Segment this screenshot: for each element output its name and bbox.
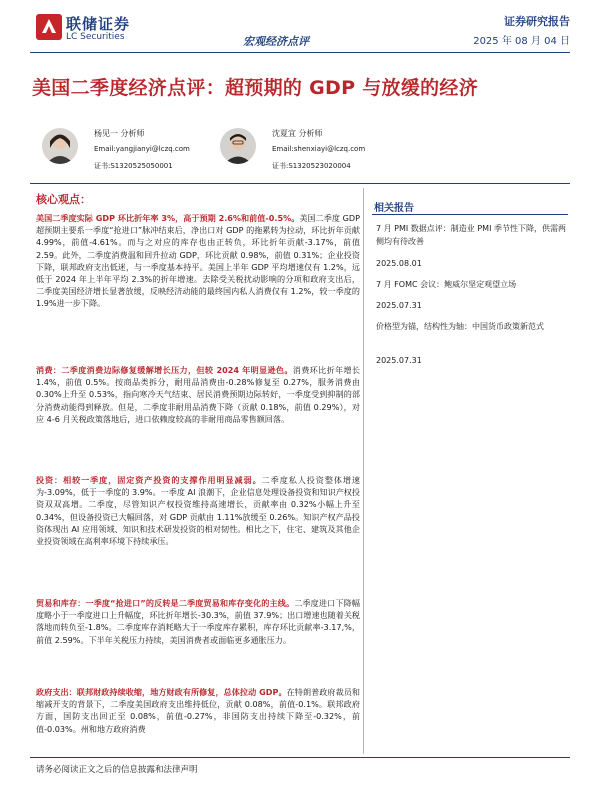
legal-disclaimer: 请务必阅读正文之后的信息披露和法律声明 [36,765,198,775]
analyst-2-cert: 证书:S1320523020004 [272,162,351,170]
paragraph-lead: 贸易和库存：一季度“抢进口”的反转是二季度贸易和库存变化的主线。 [36,598,295,608]
related-report-date: 2025.07.31 [376,356,422,365]
related-report-date: 2025.08.01 [376,259,422,268]
brand-name-en: LC Securities [66,32,125,42]
paragraph-lead: 投资：相较一季度，固定资产投资的支撑作用明显减弱。 [36,475,262,485]
paragraph-body: 消费环比折年增长 1.4%，前值 0.5%。按商品类拆分，耐用品消费由-0.28%修复至 0.27%，服务消费由 0.30%上升至 0.53%，指向寒冷天气结束、居民消费预期边际转好，一季度受到抑制的部分消费动能得到释放。但是，二季度非耐用品消费下降（贡献 0.18%，前值 0.29%），对应 4-6 月关税政策落地后，进口依赖度较高的非耐用商品零售额回落。 [36,365,360,424]
report-type: 证券研究报告 [504,15,570,28]
page-title: 美国二季度经济点评：超预期的 GDP 与放缓的经济 [32,77,479,99]
paragraph-body: 美国二季度 GDP 超预期主要系一季度“抢进口”脉冲结束后，净出口对 GDP 的拖累转为拉动，环比折年贡献 4.99%，前值-4.61%。而与之对应的库存也由正转负，环比折年贡献-3.17%，前值 2.59。此外，二季度消费温和回升拉动 GDP，环比贡献 0.98%，前值 0.31%；企业投资下降，联邦政府支出低迷，与一季度基本持平。美国上半年 GDP 平均增速仅有 1.2%，远低于 2024 年上半年平均 2.3%的折年增速。去除受关税扰动影响的分项和政府支出后，二季度美国经济增长显著放缓，反映经济动能的最终国内私人消费仅有 1.2%，较一季度的 1.9%进一步下降。 [36,213,360,309]
paragraph-trade-inventory [36,597,360,646]
analyst-1-name: 杨见一 分析师 [94,129,145,138]
paragraph-government [36,686,360,735]
paragraph-body: 二季度私人投资整体增速为-3.09%，低于一季度的 3.9%。一季度 AI 浪潮下，企业信息处理设备投资和知识产权投资双双高增。二季度，尽管知识产权投资维持高速增长，贡献率由 0.32%小幅上升至 0.34%，但设备投资已大幅回落，对 GDP 贡献由 1.11%放缓至 0.26%。知识产权产品投资体现出 AI 应用领域、知识和技术研发投资的相对韧性。相比之下，住宅、建筑及其他企业投资领域在高利率环境下持续承压。 [36,475,360,547]
footer-divider [30,757,570,758]
report-category: 宏观经济点评 [243,35,309,48]
analyst-2-email[interactable]: Email:shenxiayi@lczq.com [272,145,366,153]
analysts-divider [30,183,570,184]
analyst-1-cert: 证书:S1320525050001 [94,162,173,170]
header-divider [30,52,570,53]
paragraph-lead: 政府支出：联邦财政持续收缩，地方财政有所修复，总体拉动 GDP。 [36,687,287,697]
paragraph-investment [36,474,360,547]
paragraph-lead: 消费：二季度消费边际修复缓解增长压力，但较 2024 年明显逊色。 [36,365,293,375]
paragraph-consumption [36,364,360,425]
related-report-link[interactable]: 7 月 PMI 数据点评：制造业 PMI 季节性下降，供需两侧均有待改善 [376,224,566,246]
analyst-2-avatar [220,128,256,164]
related-reports-heading: 相关报告 [374,203,414,214]
analyst-2-name: 沈夏宜 分析师 [272,129,323,138]
column-divider [363,188,364,754]
brand-name-cn: 联储证券 [66,15,131,33]
paragraph-lead: 美国二季度实际 GDP 环比折年率 3%，高于预期 2.6%和前值-0.5%。 [36,213,300,223]
related-report-date: 2025.07.31 [376,301,422,310]
analyst-1-email[interactable]: Email:yangjianyi@lczq.com [94,145,190,153]
paragraph-body: 在特朗普政府裁员和缩减开支的背景下，二季度美国政府支出维持低位，贡献 0.08%，前值-0.1%。联邦政府方面，国防支出回正至 0.08%，前值-0.27%，非国防支出持续下降至-0.32%，前值-0.03%。州和地方政府消费 [36,687,360,734]
related-reports-divider [372,214,568,215]
related-report-link[interactable]: 价格型为锚，结构性为轴：中国货币政策新范式 [376,322,544,331]
report-date: 2025 年 08 月 04 日 [473,36,570,47]
related-report-link[interactable]: 7 月 FOMC 会议：鲍威尔坚定观望立场 [376,280,517,289]
core-points-heading: 核心观点： [36,193,91,206]
paragraph-gdp [36,212,360,310]
analyst-1-avatar [42,128,78,164]
paragraph-body: 二季度进口下降幅度略小于一季度进口上升幅度，环比折年增长-30.3%，前值 37.9%；出口增速也随着关税落地而转负至-1.8%。二季度库存消耗略大于一季度库存累积，库存环比贡献率-3.17,%，前值 2.59%。下半年关税压力持续，美国消费者或面临更多通胀压力。 [36,598,361,645]
lc-logo-icon [36,14,62,40]
